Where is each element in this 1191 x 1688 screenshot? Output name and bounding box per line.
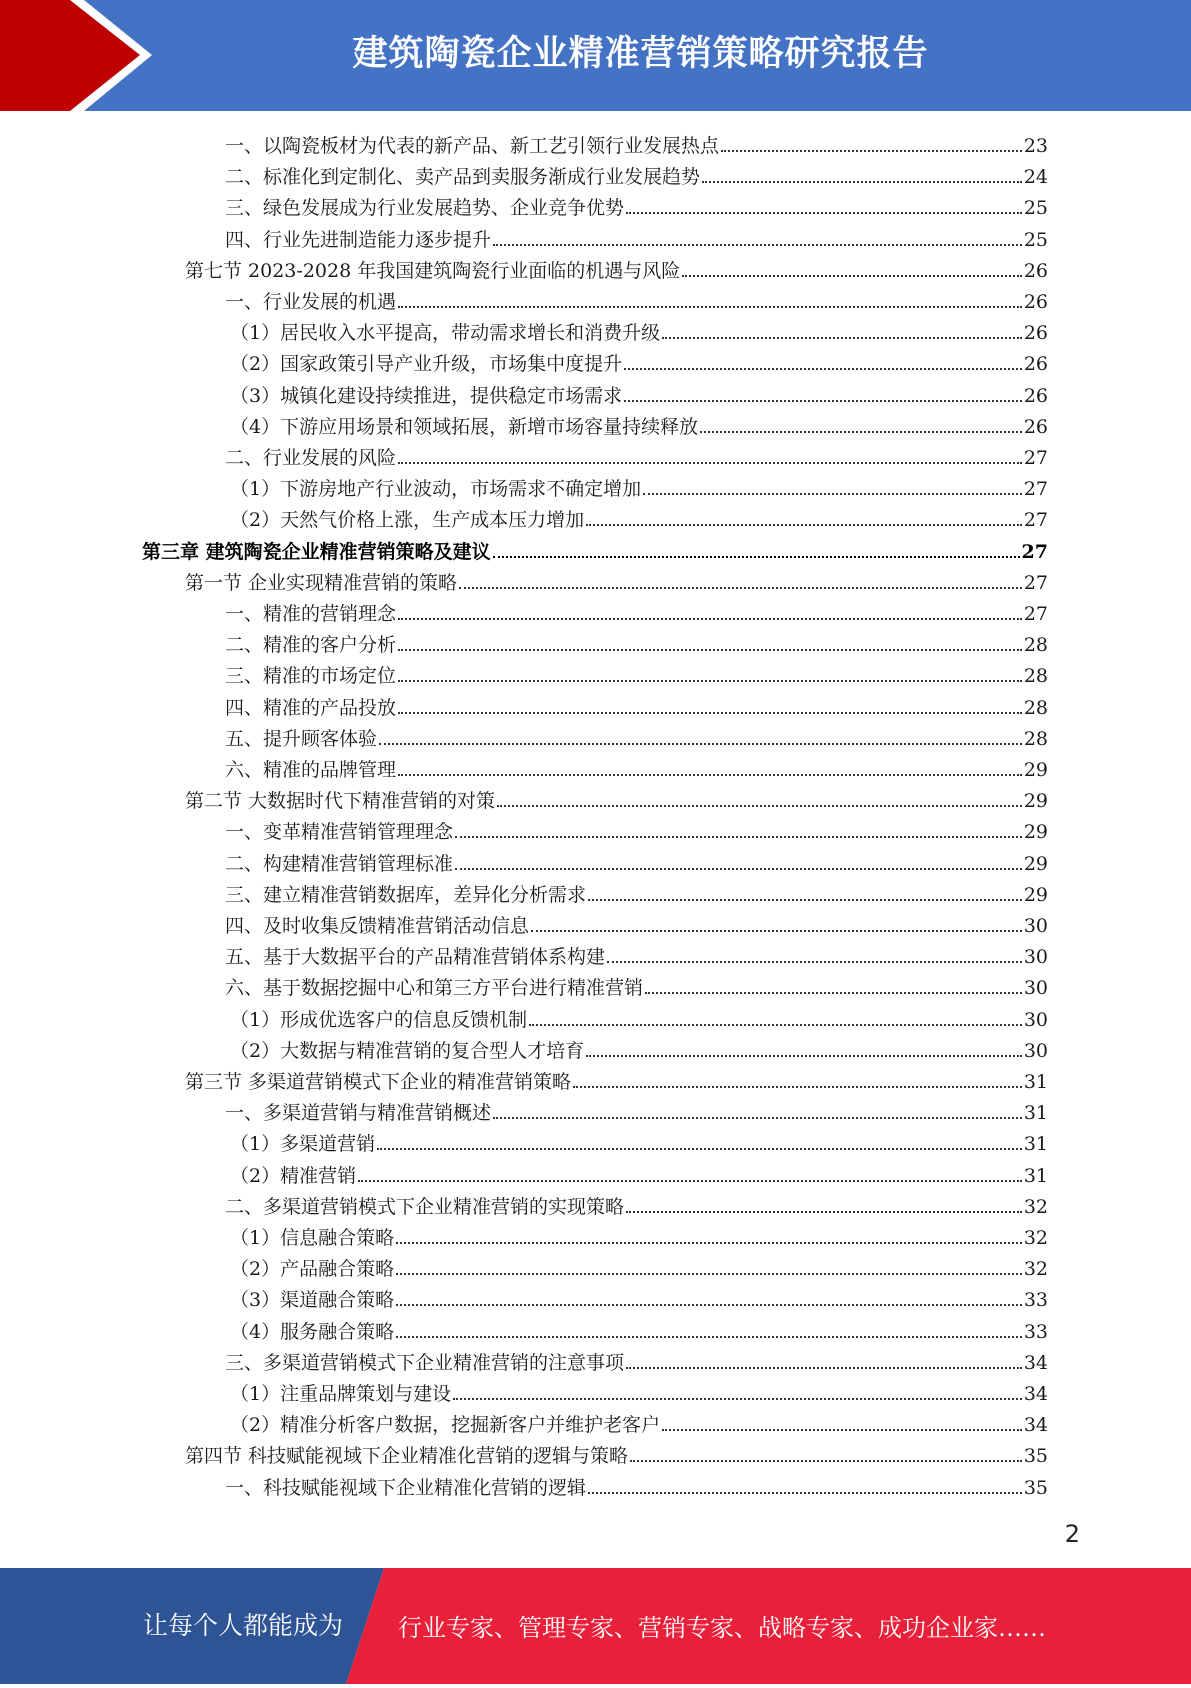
toc-dot-leader	[721, 150, 1022, 152]
toc-entry[interactable]	[185, 564, 1048, 595]
toc-entry[interactable]	[230, 1375, 1048, 1406]
header-arrow-red	[0, 0, 140, 111]
toc-entry[interactable]	[230, 1032, 1048, 1063]
toc-entry-page: 31	[1023, 1071, 1048, 1093]
toc-dot-leader	[588, 899, 1022, 901]
toc-entry-title: 六、基于数据挖掘中心和第三方平台进行精准营销	[225, 977, 644, 1000]
toc-dot-leader	[493, 1117, 1022, 1119]
toc-entry-page: 32	[1023, 1227, 1048, 1249]
toc-dot-leader	[626, 1367, 1022, 1369]
toc-dot-leader	[586, 524, 1022, 526]
toc-entry-page: 29	[1023, 790, 1048, 813]
toc-entry-title: （1）多渠道营销	[230, 1133, 376, 1156]
toc-entry-page: 26	[1023, 259, 1048, 282]
toc-entry-title: 二、多渠道营销模式下企业精准营销的实现策略	[225, 1195, 625, 1218]
toc-entry[interactable]	[230, 1281, 1048, 1312]
toc-entry[interactable]	[225, 626, 1048, 657]
toc-entry-page: 33	[1023, 1289, 1048, 1312]
toc-entry[interactable]	[225, 689, 1048, 720]
toc-entry[interactable]	[225, 221, 1048, 252]
toc-entry-title: 三、绿色发展成为行业发展趋势、企业竞争优势	[225, 197, 625, 220]
toc-entry-page: 32	[1023, 1195, 1048, 1218]
toc-entry-page: 35	[1023, 1476, 1048, 1499]
toc-entry[interactable]	[225, 720, 1048, 751]
toc-entry-page: 27	[1023, 478, 1048, 501]
footer-slogan-left: 让每个人都能成为	[143, 1611, 344, 1640]
toc-entry-title: （2）天然气价格上涨，生产成本压力增加	[230, 509, 585, 532]
toc-dot-leader	[497, 805, 1022, 807]
toc-entry[interactable]	[225, 158, 1048, 189]
toc-entry-page: 27	[1021, 540, 1048, 563]
toc-entry-title: 二、标准化到定制化、卖产品到卖服务渐成行业发展趋势	[225, 166, 701, 189]
toc-entry-title: （4）下游应用场景和领域拓展，新增市场容量持续释放	[230, 415, 699, 438]
toc-dot-leader	[573, 1086, 1022, 1088]
toc-dot-leader	[398, 462, 1022, 464]
toc-entry-title: 第一节 企业实现精准营销的策略	[185, 571, 458, 594]
toc-entry[interactable]	[225, 813, 1048, 844]
toc-entry-page: 26	[1023, 415, 1048, 438]
toc-entry-page: 29	[1023, 883, 1048, 906]
toc-entry[interactable]	[230, 501, 1048, 532]
toc-entry[interactable]	[230, 1250, 1048, 1281]
toc-entry-page: 29	[1023, 852, 1048, 875]
footer-slogan-right: 行业专家、管理专家、营销专家、战略专家、成功企业家……	[398, 1614, 1046, 1642]
toc-dot-leader	[607, 961, 1022, 963]
toc-entry-page: 31	[1023, 1102, 1048, 1125]
toc-entry-title: （1）形成优选客户的信息反馈机制	[230, 1008, 528, 1031]
toc-entry-title: 一、精准的营销理念	[225, 603, 397, 625]
toc-entry-page: 30	[1023, 1008, 1048, 1031]
toc-entry-title: 四、及时收集反馈精准营销活动信息	[225, 915, 530, 937]
toc-entry-page: 26	[1023, 353, 1048, 376]
toc-entry-title: 一、多渠道营销与精准营销概述	[225, 1102, 492, 1125]
toc-entry[interactable]	[225, 1344, 1048, 1375]
toc-entry-page: 28	[1023, 727, 1048, 750]
toc-entry-page: 30	[1023, 1039, 1048, 1062]
toc-entry[interactable]	[230, 345, 1048, 376]
toc-entry-page: 28	[1023, 634, 1048, 657]
toc-entry[interactable]	[185, 782, 1048, 813]
toc-entry-title: 第三章 建筑陶瓷企业精准营销策略及建议	[142, 540, 491, 563]
toc-dot-leader	[624, 400, 1022, 402]
toc-entry[interactable]	[230, 1001, 1048, 1032]
toc-entry-page: 26	[1023, 384, 1048, 407]
toc-dot-leader	[702, 181, 1022, 183]
toc-dot-leader	[459, 587, 1022, 589]
toc-entry[interactable]	[225, 969, 1048, 1000]
toc-entry[interactable]	[225, 938, 1048, 969]
toc-entry-page: 25	[1023, 197, 1048, 220]
toc-entry-page: 27	[1023, 603, 1048, 625]
toc-entry-title: 三、建立精准营销数据库，差异化分析需求	[225, 883, 587, 906]
toc-entry-title: （2）大数据与精准营销的复合型人才培育	[230, 1039, 585, 1062]
toc-entry[interactable]	[185, 1063, 1048, 1094]
toc-dot-leader	[398, 774, 1022, 776]
toc-entry[interactable]	[225, 439, 1048, 470]
header-arrow-icon	[0, 0, 160, 111]
toc-entry-page: 25	[1023, 228, 1048, 251]
toc-entry-title: 一、以陶瓷板材为代表的新产品、新工艺引领行业发展热点	[225, 135, 720, 157]
toc-entry[interactable]	[225, 127, 1048, 158]
toc-entry-title: （2）产品融合策略	[230, 1258, 395, 1281]
toc-dot-leader	[398, 618, 1022, 620]
toc-dot-leader	[626, 1211, 1022, 1213]
toc-dot-leader	[398, 306, 1022, 308]
toc-entry-title: 六、精准的品牌管理	[225, 759, 397, 781]
toc-entry-page: 30	[1023, 946, 1048, 969]
toc-dot-leader	[453, 1398, 1022, 1400]
toc-entry-title: 五、提升顾客体验	[225, 727, 378, 750]
toc-entry-page: 30	[1023, 977, 1048, 1000]
toc-entry-page: 30	[1023, 915, 1048, 937]
toc-entry-page: 31	[1023, 1133, 1048, 1156]
toc-entry[interactable]	[225, 907, 1048, 938]
toc-entry-title: 二、构建精准营销管理标准	[225, 852, 454, 875]
toc-entry-title: （1）居民收入水平提高，带动需求增长和消费升级	[230, 322, 661, 345]
toc-entry[interactable]	[225, 876, 1048, 907]
toc-dot-leader	[529, 1024, 1022, 1026]
report-title: 建筑陶瓷企业精准营销策略研究报告	[352, 34, 929, 74]
page-footer	[0, 1568, 1191, 1684]
toc-entry[interactable]	[225, 595, 1048, 626]
toc-entry[interactable]	[225, 751, 1048, 782]
toc-entry-title: 一、科技赋能视域下企业精准化营销的逻辑	[225, 1476, 587, 1499]
toc-dot-leader	[493, 244, 1022, 246]
toc-entry-title: 二、行业发展的风险	[225, 447, 397, 469]
toc-dot-leader	[398, 649, 1022, 651]
toc-entry-page: 27	[1023, 509, 1048, 532]
toc-entry-title: （4）服务融合策略	[230, 1320, 395, 1343]
toc-dot-leader	[396, 1336, 1022, 1338]
toc-entry-page: 34	[1023, 1383, 1048, 1405]
toc-entry-title: （2）精准营销	[230, 1164, 357, 1187]
toc-entry-title: 三、多渠道营销模式下企业精准营销的注意事项	[225, 1351, 625, 1374]
toc-entry[interactable]	[230, 1219, 1048, 1250]
toc-entry-title: 第七节 2023-2028 年我国建筑陶瓷行业面临的机遇与风险	[185, 259, 681, 282]
toc-entry-title: （2）精准分析客户数据，挖掘新客户并维护老客户	[230, 1414, 661, 1437]
toc-entry-page: 26	[1023, 291, 1048, 313]
toc-entry-title: 五、基于大数据平台的产品精准营销体系构建	[225, 946, 606, 969]
toc-entry-page: 35	[1023, 1445, 1048, 1468]
toc-entry[interactable]	[230, 1406, 1048, 1437]
toc-entry-title: 一、变革精准营销管理理念	[225, 821, 454, 844]
toc-dot-leader	[626, 212, 1022, 214]
toc-entry-page: 33	[1023, 1320, 1048, 1343]
toc-entry-page: 34	[1023, 1351, 1048, 1374]
toc-entry-page: 29	[1023, 821, 1048, 844]
toc-dot-leader	[396, 1242, 1022, 1244]
toc-entry[interactable]	[225, 845, 1048, 876]
toc-dot-leader	[455, 868, 1022, 870]
toc-entry-page: 28	[1023, 696, 1048, 719]
toc-entry-page: 34	[1023, 1414, 1048, 1437]
toc-dot-leader	[358, 1180, 1022, 1182]
toc-entry[interactable]	[230, 408, 1048, 439]
toc-entry-title: 四、精准的产品投放	[225, 696, 397, 719]
toc-dot-leader	[586, 1055, 1022, 1057]
toc-dot-leader	[379, 743, 1022, 745]
toc-dot-leader	[398, 712, 1022, 714]
page-number: 2	[1064, 1520, 1080, 1548]
toc-dot-leader	[455, 836, 1022, 838]
toc-dot-leader	[398, 680, 1022, 682]
toc-dot-leader	[662, 337, 1022, 339]
toc-dot-leader	[531, 930, 1022, 932]
toc-entry-title: （1）信息融合策略	[230, 1227, 395, 1249]
toc-entry-page: 29	[1023, 759, 1048, 781]
toc-entry-title: 一、行业发展的机遇	[225, 291, 397, 313]
toc-entry[interactable]	[230, 1125, 1048, 1156]
toc-dot-leader	[377, 1148, 1022, 1150]
toc-entry[interactable]	[185, 252, 1048, 283]
page-header	[0, 0, 1191, 111]
toc-entry-title: （3）渠道融合策略	[230, 1289, 395, 1312]
toc-dot-leader	[662, 1429, 1022, 1431]
toc-entry[interactable]	[230, 377, 1048, 408]
toc-entry[interactable]	[230, 1157, 1048, 1188]
toc-entry-page: 27	[1023, 571, 1048, 594]
toc-entry[interactable]	[225, 1094, 1048, 1125]
toc-entry[interactable]	[225, 189, 1048, 220]
toc-entry-title: （2）国家政策引导产业升级，市场集中度提升	[230, 353, 623, 376]
toc-entry-title: 第三节 多渠道营销模式下企业的精准营销策略	[185, 1071, 572, 1093]
toc-entry-title: （1）下游房地产行业波动，市场需求不确定增加	[230, 478, 642, 501]
toc-entry[interactable]	[230, 1313, 1048, 1344]
toc-dot-leader	[396, 1304, 1022, 1306]
toc-dot-leader	[643, 493, 1022, 495]
toc-entry-page: 23	[1023, 135, 1048, 157]
toc-entry-title: 三、精准的市场定位	[225, 665, 397, 688]
toc-dot-leader	[645, 992, 1022, 994]
toc-dot-leader	[700, 431, 1022, 433]
toc-entry-page: 27	[1023, 447, 1048, 469]
toc-dot-leader	[630, 1460, 1022, 1462]
toc-entry[interactable]	[225, 1469, 1048, 1500]
toc-entry-page: 31	[1023, 1164, 1048, 1187]
toc-entry-title: （3）城镇化建设持续推进，提供稳定市场需求	[230, 384, 623, 407]
toc-entry[interactable]	[230, 314, 1048, 345]
toc-entry-title: 第二节 大数据时代下精准营销的对策	[185, 790, 496, 813]
toc-entry[interactable]	[225, 657, 1048, 688]
toc-dot-leader	[396, 1273, 1022, 1275]
toc-entry-page: 26	[1023, 322, 1048, 345]
toc-entry-title: 二、精准的客户分析	[225, 634, 397, 657]
toc-entry[interactable]	[142, 533, 1048, 564]
toc-entry[interactable]	[230, 470, 1048, 501]
toc-entry-title: 四、行业先进制造能力逐步提升	[225, 228, 492, 251]
toc-entry-title: （1）注重品牌策划与建设	[230, 1383, 452, 1405]
toc-entry-page: 28	[1023, 665, 1048, 688]
toc-dot-leader	[624, 368, 1022, 370]
toc-entry[interactable]	[225, 1188, 1048, 1219]
toc-entry[interactable]	[185, 1437, 1048, 1468]
toc-entry-title: 第四节 科技赋能视域下企业精准化营销的逻辑与策略	[185, 1445, 629, 1468]
toc-dot-leader	[682, 275, 1022, 277]
toc-dot-leader	[493, 556, 1020, 558]
toc-entry-page: 24	[1023, 166, 1048, 189]
toc-entry-page: 32	[1023, 1258, 1048, 1281]
toc-entry[interactable]	[225, 283, 1048, 314]
toc-dot-leader	[588, 1492, 1022, 1494]
